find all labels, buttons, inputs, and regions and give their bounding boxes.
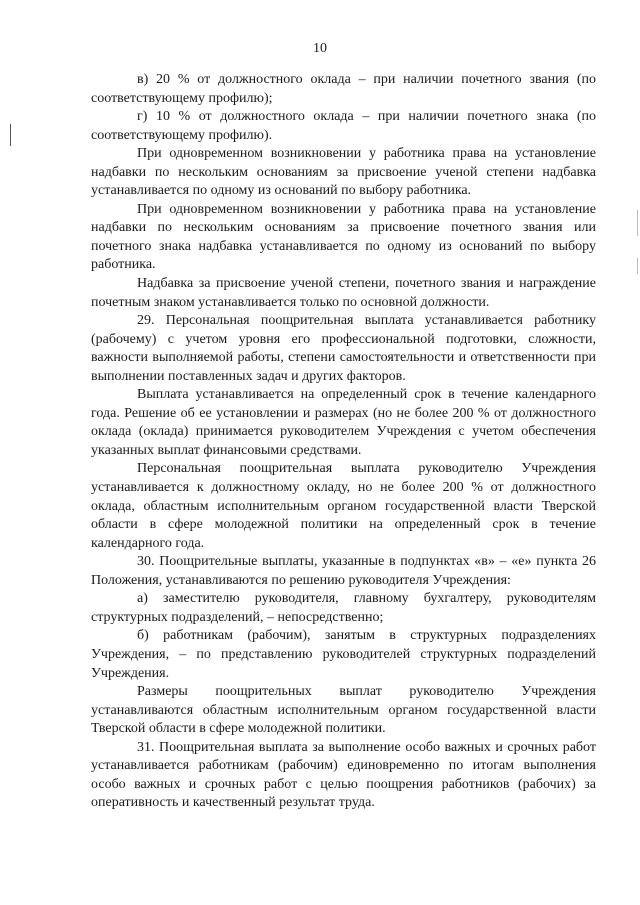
paragraph: При одновременном возникновении у работника права на установление надбавки по нескольким основаниям за присвоение ученой степени надбавка устанавливается по одному из оснований по выбору работника. (91, 146, 596, 199)
scan-edge-mark (637, 210, 638, 236)
paragraph: г) 10 % от должностного оклада – при наличии почетного знака (по соответствующему профилю). (91, 109, 596, 143)
paragraph: Надбавка за присвоение ученой степени, почетного звания и награждение почетным знаком устанавливается только по основной должности. (91, 276, 596, 310)
paragraph: Размеры поощрительных выплат руководителю Учреждения устанавливаются областным исполнительным органом государственной власти Тверской области в сфере молодежной политики. (91, 684, 596, 737)
paragraph: б) работникам (рабочим), занятым в структурных подразделениях Учреждения, – по представлению руководителей структурных подразделений Учреждения. (91, 628, 596, 681)
paragraph: а) заместителю руководителя, главному бухгалтеру, руководителям структурных подразделений, – непосредственно; (91, 591, 596, 625)
document-body (91, 71, 596, 813)
paragraph: Персональная поощрительная выплата руководителю Учреждения устанавливается к должностному окладу, но не более 200 % от должностного оклада, областным исполнительным органом государственной власти Тверской области в сфере молодежной политики на определенный срок в течение календарного года. (91, 461, 596, 551)
paragraph: При одновременном возникновении у работника права на установление надбавки по нескольким основаниям за присвоение почетного звания или почетного знака надбавка устанавливается по одному из оснований по выбору работника. (91, 201, 596, 273)
scan-edge-mark (637, 258, 638, 274)
paragraph: 29. Персональная поощрительная выплата устанавливается работнику (рабочему) с учетом уровня его профессиональной подготовки, сложности, важности выполняемой работы, степени самостоятельности и ответственности при выполнении поставленных задач и других факторов. (91, 313, 596, 384)
paragraph: 31. Поощрительная выплата за выполнение особо важных и срочных работ устанавливается работникам (рабочим) единовременно по итогам выполнения особо важных и срочных работ с целью поощрения работников (рабочих) за оперативность и качественный результат труда. (91, 739, 596, 811)
paragraph: в) 20 % от должностного оклада – при наличии почетного звания (по соответствующему профилю); (91, 72, 596, 106)
page-number: 10 (313, 41, 327, 56)
paragraph: Выплата устанавливается на определенный срок в течение календарного года. Решение об ее установлении и размерах (но не более 200 % от должностного оклада (оклада) принимается руководителем Учреждения с учетом обеспечения указанных выплат финансовыми средствами. (91, 387, 596, 458)
paragraph: 30. Поощрительные выплаты, указанные в подпунктах «в» – «е» пункта 26 Положения, устанавливаются по решению руководителя Учреждения: (91, 554, 596, 588)
margin-mark (10, 124, 11, 146)
